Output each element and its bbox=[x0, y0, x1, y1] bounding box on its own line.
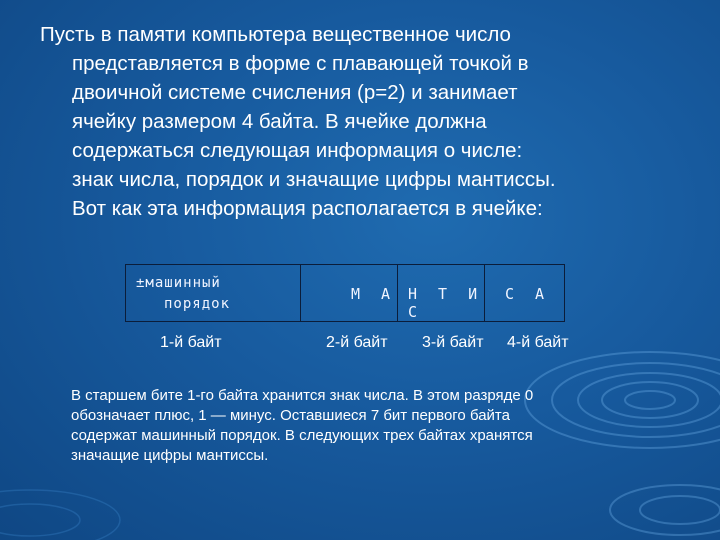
explanation-note bbox=[71, 386, 651, 466]
main-line: знак числа, порядок и значащие цифры мантиссы. bbox=[72, 168, 556, 191]
main-line: представляется в форме с плавающей точкой в bbox=[72, 52, 529, 75]
main-paragraph bbox=[40, 20, 680, 223]
byte-label-2: 2-й байт bbox=[326, 334, 388, 351]
sign-order-label: ±машинный bbox=[136, 275, 221, 291]
main-line: ячейку размером 4 байта. В ячейке должна bbox=[72, 110, 487, 133]
note-line: обозначает плюс, 1 — минус. Оставшиеся 7 бит первого байта bbox=[71, 407, 510, 424]
note-line: содержат машинный порядок. В следующих трех байтах хранятся bbox=[71, 427, 533, 444]
memory-cell-diagram bbox=[125, 264, 565, 322]
main-line: содержаться следующая информация о числе: bbox=[72, 139, 523, 162]
main-line: Пусть в памяти компьютера вещественное число bbox=[40, 23, 511, 46]
byte-label-3: 3-й байт bbox=[422, 334, 484, 351]
note-line: значащие цифры мантиссы. bbox=[71, 447, 269, 464]
byte-1-cell bbox=[126, 265, 301, 321]
order-label: порядок bbox=[164, 296, 231, 312]
mantissa-part-3: С А bbox=[505, 285, 551, 303]
byte-3-cell bbox=[398, 265, 485, 321]
byte-2-cell bbox=[301, 265, 398, 321]
main-line: Вот как эта информация располагается в ячейке: bbox=[72, 197, 543, 220]
mantissa-part-1: М А bbox=[351, 285, 397, 303]
byte-label-4: 4-й байт bbox=[507, 334, 569, 351]
byte-4-cell bbox=[485, 265, 564, 321]
main-line: двоичной системе счисления (p=2) и занимает bbox=[72, 81, 518, 104]
note-line: В старшем бите 1-го байта хранится знак числа. В этом разряде 0 bbox=[71, 387, 534, 404]
byte-label-1: 1-й байт bbox=[160, 334, 222, 351]
mantissa-part-2: Н Т И С bbox=[408, 285, 484, 321]
